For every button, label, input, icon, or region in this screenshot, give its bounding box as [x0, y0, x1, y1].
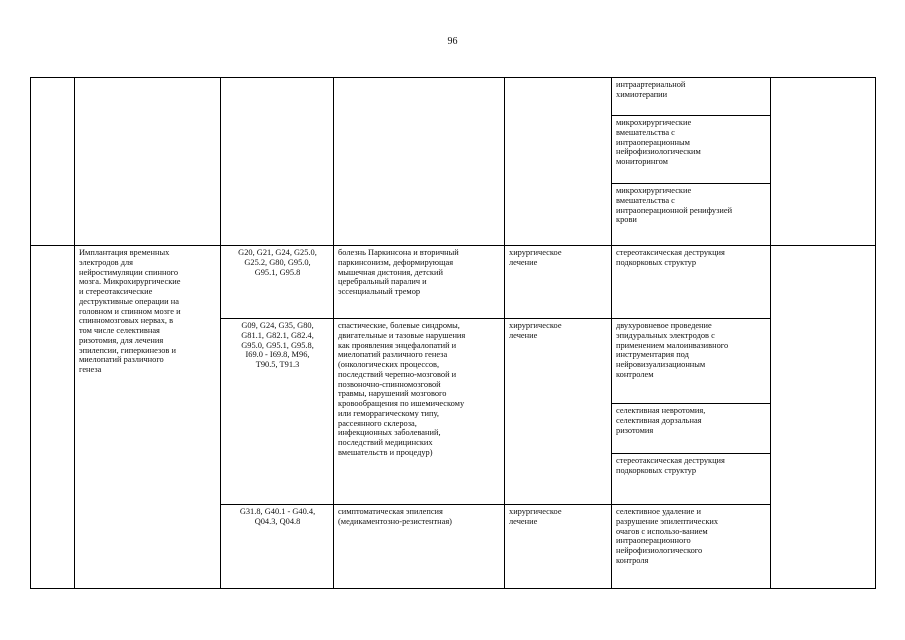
treatment-line: хирургическое	[509, 507, 562, 516]
method-cell	[612, 454, 771, 505]
method-line: подкорковых структур	[616, 465, 697, 475]
group-name-line: Имплантация временных	[79, 248, 170, 257]
method-line: инструментария под	[616, 350, 689, 360]
disease-line: (онкологических процессов,	[338, 360, 440, 369]
disease-cell	[334, 78, 505, 246]
method-line: микрохирургические	[616, 118, 692, 127]
disease-line: паркинсонизм, деформирующая	[338, 257, 454, 267]
code-line: G95.0, G95.1, G95.8,	[241, 340, 314, 350]
group-name-line: том числе селективная	[79, 326, 160, 335]
method-line: крови	[616, 215, 637, 225]
disease-line: последствий черепно-мозговой и	[338, 369, 457, 379]
codes-cell	[221, 505, 334, 589]
code-line: G31.8, G40.1 - G40.4,	[239, 507, 316, 516]
disease-line: мышечная дистония, детский	[338, 267, 443, 277]
method-line: очагов с использо-ванием	[616, 526, 708, 536]
medical-care-table	[30, 77, 876, 589]
method-line: интраоперационной ренифузией	[616, 205, 733, 215]
method-line: двухуровневое проведение	[616, 321, 712, 330]
disease-cell	[334, 246, 505, 319]
method-cell	[612, 505, 771, 589]
disease-line: кровообращения по ишемическому	[338, 399, 465, 408]
disease-line: (медикаментозно-резистентная)	[338, 516, 452, 526]
method-line: селективная дорзальная	[616, 415, 702, 425]
group-name-line: миелопатий различного	[79, 355, 164, 365]
group-name-line: ризотомия, для лечения	[79, 335, 164, 345]
disease-line: как проявления энцефалопатий и	[338, 340, 457, 350]
treatment-cell	[505, 78, 612, 246]
disease-line: миелопатий различного генеза	[338, 350, 448, 360]
method-line: мониторингом	[616, 157, 668, 166]
method-cell	[612, 116, 771, 184]
treatment-line: лечение	[509, 257, 538, 267]
group-name-line: и стереотаксические	[79, 287, 153, 296]
norm-cell	[771, 78, 876, 246]
disease-line: церебральный паралич и	[338, 277, 427, 287]
method-line: интраартериальной	[616, 80, 686, 89]
disease-line: симптоматическая эпилепсия	[338, 507, 443, 516]
disease-line: последствий медицинских	[338, 438, 433, 447]
disease-line: вмешательств и процедур)	[338, 447, 433, 457]
norm-cell	[771, 246, 876, 589]
group-name-cell	[75, 246, 221, 589]
group-name-line: спинномозговых нервах, в	[79, 316, 174, 326]
method-line: химиотерапии	[616, 89, 668, 99]
treatment-line: хирургическое	[509, 248, 562, 257]
disease-line: травмы, нарушений мозгового	[338, 389, 447, 399]
page-number: 96	[447, 36, 458, 47]
method-line: селективное удаление и	[616, 507, 701, 516]
codes-cell	[221, 246, 334, 319]
code-line: I69.0 - I69.8, M96,	[245, 350, 310, 360]
code-line: G95.1, G95.8	[254, 267, 301, 277]
method-line: селективная невротомия,	[616, 406, 706, 415]
method-line: интраоперационным	[616, 137, 690, 147]
treatment-cell	[505, 505, 612, 589]
method-line: нейровизуализационным	[616, 360, 706, 369]
group-name-line: деструктивные операции на	[79, 296, 179, 306]
method-line: микрохирургические	[616, 186, 692, 195]
method-line: подкорковых структур	[616, 257, 697, 267]
method-line: разрушение эпилептических	[616, 516, 719, 526]
disease-cell	[334, 505, 505, 589]
row-number-cell	[31, 246, 75, 589]
disease-line: болезнь Паркинсона и вторичный	[338, 248, 459, 257]
method-cell	[612, 319, 771, 404]
treatment-line: лечение	[509, 330, 538, 340]
method-line: нейрофизиологическим	[616, 147, 701, 157]
group-name-cell	[75, 78, 221, 246]
group-name-line: головном и спинном мозге и	[79, 306, 181, 316]
disease-line: спастические, болевые синдромы,	[338, 321, 460, 330]
method-line: применением малоинвазивного	[616, 340, 729, 350]
disease-line: рассеянного склероза,	[338, 418, 417, 428]
disease-line: эссенциальный тремор	[338, 287, 421, 296]
disease-line: или геморрагическому типу,	[338, 408, 439, 418]
disease-line: позвоночно-спинномозговой	[338, 379, 441, 389]
code-line: G09, G24, G35, G80,	[241, 321, 314, 330]
code-line: Q04.3, Q04.8	[254, 516, 301, 526]
method-line: интраоперационного	[616, 536, 691, 546]
disease-line: инфекционных заболеваний,	[338, 428, 441, 438]
row-number-cell	[31, 78, 75, 246]
method-cell	[612, 184, 771, 246]
method-cell	[612, 246, 771, 319]
code-line: G81.1, G82.1, G82.4,	[241, 330, 314, 340]
disease-line: двигательные и тазовые нарушения	[338, 330, 466, 340]
group-name-line: эпилепсии, гиперкинезов и	[79, 345, 176, 355]
group-name-line: генеза	[79, 365, 102, 374]
method-line: нейрофизиологического	[616, 546, 703, 555]
codes-cell	[221, 78, 334, 246]
group-name-line: мозга. Микрохирургические	[79, 277, 181, 287]
method-line: стереотаксическая деструкция	[616, 456, 725, 465]
method-line: контроля	[616, 555, 649, 565]
code-line: T90.5, T91.3	[255, 360, 300, 369]
group-name-line: электродов для	[79, 257, 133, 267]
method-line: ризотомия	[616, 425, 654, 435]
group-name-line: нейростимуляции спинного	[79, 267, 179, 277]
code-line: G20, G21, G24, G25.0,	[238, 248, 317, 257]
method-cell	[612, 404, 771, 454]
method-line: эпидуральных электродов с	[616, 330, 715, 340]
codes-cell	[221, 319, 334, 505]
code-line: G25.2, G80, G95.0,	[244, 257, 311, 267]
treatment-line: хирургическое	[509, 321, 562, 330]
method-cell	[612, 78, 771, 116]
method-line: вмешательства с	[616, 195, 675, 205]
treatment-line: лечение	[509, 516, 538, 526]
method-line: контролем	[616, 369, 654, 379]
method-line: вмешательства с	[616, 127, 675, 137]
treatment-cell	[505, 319, 612, 505]
disease-cell	[334, 319, 505, 505]
method-line: стереотаксическая деструкция	[616, 248, 725, 257]
treatment-cell	[505, 246, 612, 319]
